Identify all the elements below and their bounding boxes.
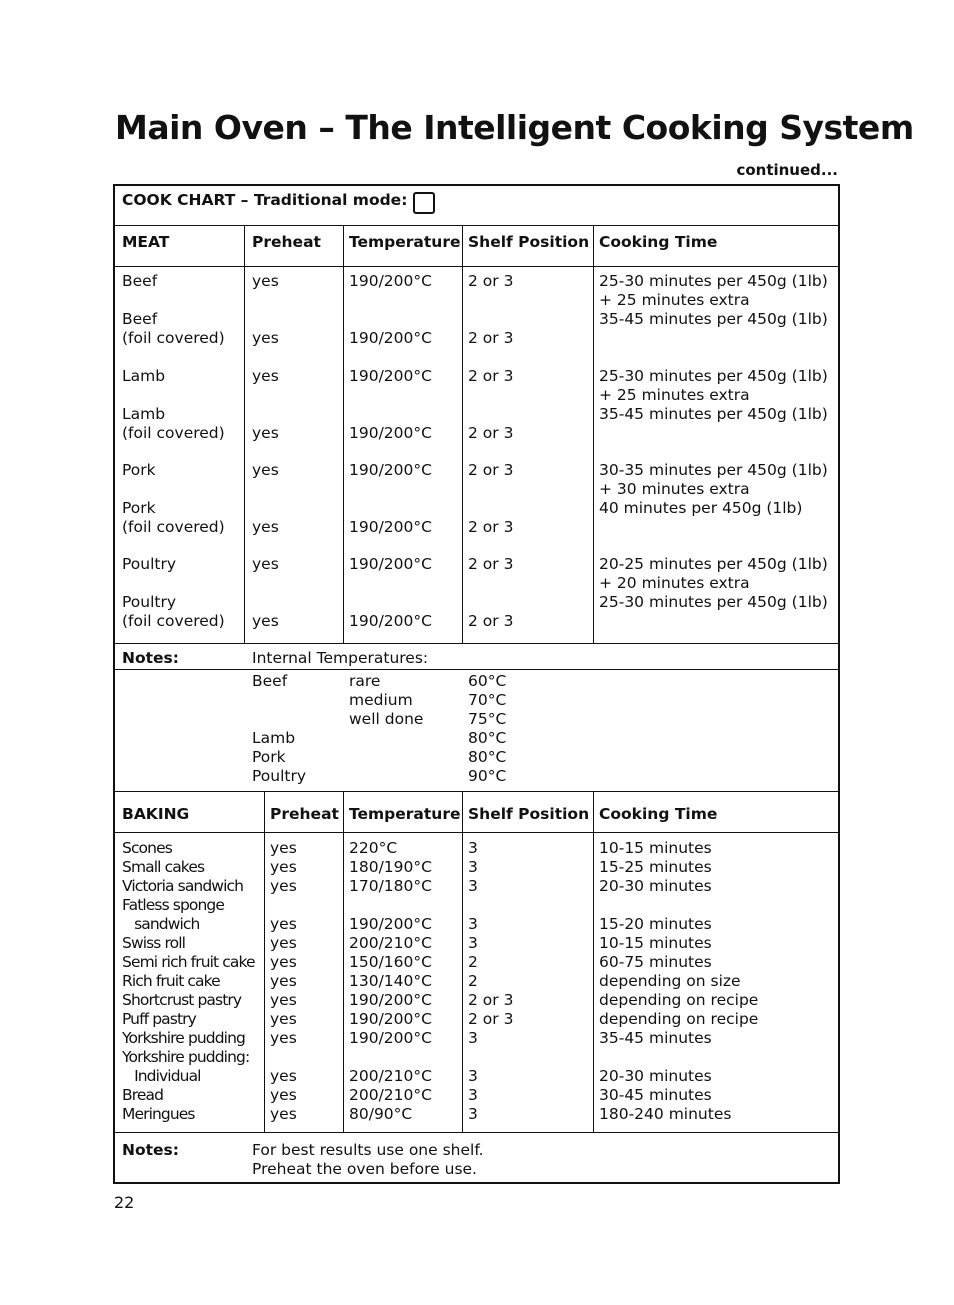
baking-header-preheat: Preheat xyxy=(270,805,339,823)
meat-cell-food: Poultry xyxy=(122,555,177,573)
cell-line: Fatless sponge xyxy=(122,896,224,914)
divider xyxy=(115,1132,838,1133)
meat-cell-temp: 190/200°C xyxy=(349,272,432,290)
cell-line: 35-45 minutes xyxy=(599,1029,712,1047)
square-oven-mode-icon xyxy=(413,192,435,214)
baking-notes-text xyxy=(252,1141,484,1179)
cell-line: 2 or 3 xyxy=(468,991,514,1009)
cell-line: 190/200°C xyxy=(349,915,432,933)
cell-line: yes xyxy=(270,1010,297,1028)
cell-line: yes xyxy=(270,915,297,933)
meat-cell-temp: 190/200°C xyxy=(349,329,432,347)
meat-cell-time: + 20 minutes extra xyxy=(599,574,750,592)
cell-line: 80°C xyxy=(468,729,507,747)
divider xyxy=(115,225,838,226)
cell-line: depending on size xyxy=(599,972,741,990)
meat-cell-food: Pork xyxy=(122,499,156,517)
meat-cell-preheat: yes xyxy=(252,329,279,347)
meat-cell-temp: 190/200°C xyxy=(349,367,432,385)
cell-line: yes xyxy=(270,1105,297,1123)
internal-temp-values xyxy=(468,672,506,786)
cell-line: Rich fruit cake xyxy=(122,972,220,990)
column-divider xyxy=(593,225,594,643)
cell-line: 15-25 minutes xyxy=(599,858,712,876)
cell-line xyxy=(252,691,306,710)
divider xyxy=(115,643,838,644)
column-divider xyxy=(244,225,245,643)
cell-line: 3 xyxy=(468,1029,478,1047)
meat-cell-time: 35-45 minutes per 450g (1lb) xyxy=(599,405,828,423)
cell-line: For best results use one shelf. xyxy=(252,1141,484,1159)
cell-line xyxy=(270,896,297,915)
cell-line: 15-20 minutes xyxy=(599,915,712,933)
cell-line: yes xyxy=(270,972,297,990)
cell-line: Meringues xyxy=(122,1105,195,1123)
meat-cell-shelf: 2 or 3 xyxy=(468,518,514,536)
divider xyxy=(115,832,838,833)
cell-line: 130/140°C xyxy=(349,972,432,990)
meat-header-temperature: Temperature xyxy=(349,233,461,251)
cell-line xyxy=(468,896,513,915)
meat-cell-time: 40 minutes per 450g (1lb) xyxy=(599,499,803,517)
column-divider xyxy=(264,791,265,1132)
meat-cell-food: Pork xyxy=(122,461,156,479)
cell-line: 80/90°C xyxy=(349,1105,413,1123)
baking-header-food: BAKING xyxy=(122,805,190,823)
cell-line: 180-240 minutes xyxy=(599,1105,732,1123)
meat-cell-time: + 30 minutes extra xyxy=(599,480,750,498)
baking-temperature-column xyxy=(349,839,432,1124)
column-divider xyxy=(593,791,594,1132)
meat-cell-shelf: 2 or 3 xyxy=(468,612,514,630)
cell-line: 10-15 minutes xyxy=(599,934,712,952)
cell-line: 200/210°C xyxy=(349,934,432,952)
meat-cell-time: 35-45 minutes per 450g (1lb) xyxy=(599,310,828,328)
baking-shelf-column xyxy=(468,839,513,1124)
cell-line: 3 xyxy=(468,1105,478,1123)
meat-cell-shelf: 2 or 3 xyxy=(468,329,514,347)
cell-line: Victoria sandwich xyxy=(122,877,244,895)
cell-line: Beef xyxy=(252,672,288,690)
meat-notes-text: Internal Temperatures: xyxy=(252,649,429,667)
cell-line: Lamb xyxy=(252,729,296,747)
cell-line: 80°C xyxy=(468,748,507,766)
cell-line: 75°C xyxy=(468,710,507,728)
meat-cell-shelf: 2 or 3 xyxy=(468,555,514,573)
meat-cell-time: 25-30 minutes per 450g (1lb) xyxy=(599,272,828,290)
meat-notes-label: Notes: xyxy=(122,649,179,667)
cell-line: 70°C xyxy=(468,691,507,709)
meat-cell-preheat: yes xyxy=(252,461,279,479)
cell-line: medium xyxy=(349,691,413,709)
internal-temp-meats xyxy=(252,672,306,786)
cell-line: yes xyxy=(270,1067,297,1085)
cell-line: 3 xyxy=(468,1086,478,1104)
cell-line: Yorkshire pudding: xyxy=(122,1048,250,1066)
meat-cell-food: Beef xyxy=(122,272,158,290)
cell-line xyxy=(349,1048,432,1067)
baking-header-time: Cooking Time xyxy=(599,805,718,823)
meat-cell-preheat: yes xyxy=(252,612,279,630)
cell-line xyxy=(349,729,423,748)
meat-cell-food: Lamb xyxy=(122,405,166,423)
cell-line: Individual xyxy=(122,1067,201,1085)
cell-line: yes xyxy=(270,839,297,857)
cell-line: Preheat the oven before use. xyxy=(252,1160,477,1178)
cell-line: 150/160°C xyxy=(349,953,432,971)
meat-header-shelf: Shelf Position xyxy=(468,233,590,251)
divider xyxy=(115,669,838,670)
cell-line: 3 xyxy=(468,1067,478,1085)
meat-cell-temp: 190/200°C xyxy=(349,461,432,479)
cell-line: 180/190°C xyxy=(349,858,432,876)
meat-cell-food: (foil covered) xyxy=(122,424,225,442)
cell-line: Shortcrust pastry xyxy=(122,991,242,1009)
column-divider xyxy=(462,225,463,643)
meat-cell-shelf: 2 or 3 xyxy=(468,461,514,479)
cell-line xyxy=(349,767,423,786)
cell-line: 3 xyxy=(468,915,478,933)
cell-line: 170/180°C xyxy=(349,877,432,895)
cell-line: Bread xyxy=(122,1086,164,1104)
cell-line xyxy=(599,896,758,915)
cell-line: 200/210°C xyxy=(349,1086,432,1104)
cell-line: yes xyxy=(270,991,297,1009)
cook-chart-table xyxy=(113,184,840,1184)
cell-line: 20-30 minutes xyxy=(599,877,712,895)
cell-line: 220°C xyxy=(349,839,398,857)
column-divider xyxy=(462,791,463,1132)
meat-cell-preheat: yes xyxy=(252,367,279,385)
cell-line: 3 xyxy=(468,934,478,952)
cell-line: yes xyxy=(270,877,297,895)
cell-line: yes xyxy=(270,858,297,876)
meat-cell-preheat: yes xyxy=(252,424,279,442)
cell-line: Pork xyxy=(252,748,286,766)
cell-line: yes xyxy=(270,953,297,971)
cell-line: 3 xyxy=(468,858,478,876)
baking-food-column xyxy=(122,839,255,1124)
meat-header-time: Cooking Time xyxy=(599,233,718,251)
meat-header-food: MEAT xyxy=(122,233,170,251)
meat-cell-preheat: yes xyxy=(252,518,279,536)
cell-line: yes xyxy=(270,1086,297,1104)
meat-cell-preheat: yes xyxy=(252,272,279,290)
meat-cell-time: 30-35 minutes per 450g (1lb) xyxy=(599,461,828,479)
cell-line: 190/200°C xyxy=(349,1029,432,1047)
cell-line xyxy=(270,1048,297,1067)
cell-line: Small cakes xyxy=(122,858,205,876)
divider xyxy=(115,266,838,267)
internal-temp-doneness xyxy=(349,672,423,786)
cell-line: Swiss roll xyxy=(122,934,186,952)
cell-line: 190/200°C xyxy=(349,991,432,1009)
cell-line xyxy=(252,710,306,729)
meat-cell-time: + 25 minutes extra xyxy=(599,291,750,309)
cell-line: Yorkshire pudding xyxy=(122,1029,245,1047)
cell-line: 30-45 minutes xyxy=(599,1086,712,1104)
cook-chart-heading: COOK CHART – Traditional mode: xyxy=(122,191,408,209)
cell-line: sandwich xyxy=(122,915,200,933)
cell-line: depending on recipe xyxy=(599,1010,759,1028)
cell-line: Poultry xyxy=(252,767,307,785)
cell-line: 10-15 minutes xyxy=(599,839,712,857)
meat-cell-temp: 190/200°C xyxy=(349,555,432,573)
meat-header-preheat: Preheat xyxy=(252,233,321,251)
page-number: 22 xyxy=(114,1193,135,1212)
cell-line: 200/210°C xyxy=(349,1067,432,1085)
divider xyxy=(115,791,838,792)
cell-line: 190/200°C xyxy=(349,1010,432,1028)
meat-cell-shelf: 2 or 3 xyxy=(468,424,514,442)
baking-notes-label: Notes: xyxy=(122,1141,179,1159)
cell-line: depending on recipe xyxy=(599,991,759,1009)
continued-label: continued... xyxy=(736,161,838,179)
meat-cell-temp: 190/200°C xyxy=(349,518,432,536)
meat-cell-food: (foil covered) xyxy=(122,329,225,347)
cell-line: yes xyxy=(270,934,297,952)
cell-line: 2 xyxy=(468,953,478,971)
cell-line: 3 xyxy=(468,839,478,857)
baking-time-column xyxy=(599,839,758,1124)
cell-line xyxy=(349,896,432,915)
cell-line: 60-75 minutes xyxy=(599,953,712,971)
baking-preheat-column xyxy=(270,839,297,1124)
baking-header-shelf: Shelf Position xyxy=(468,805,590,823)
meat-cell-food: (foil covered) xyxy=(122,612,225,630)
cell-line xyxy=(599,1048,758,1067)
meat-cell-time: 25-30 minutes per 450g (1lb) xyxy=(599,367,828,385)
cell-line xyxy=(468,1048,513,1067)
cell-line: 90°C xyxy=(468,767,507,785)
meat-cell-food: Beef xyxy=(122,310,158,328)
cell-line: 2 or 3 xyxy=(468,1010,514,1028)
meat-cell-food: Poultry xyxy=(122,593,177,611)
cell-line: 20-30 minutes xyxy=(599,1067,712,1085)
page-title: Main Oven – The Intelligent Cooking System xyxy=(115,108,914,147)
cell-line: Scones xyxy=(122,839,172,857)
meat-cell-preheat: yes xyxy=(252,555,279,573)
column-divider xyxy=(343,225,344,643)
cell-line: rare xyxy=(349,672,381,690)
cell-line: 60°C xyxy=(468,672,507,690)
cell-line: Puff pastry xyxy=(122,1010,196,1028)
cell-line: 3 xyxy=(468,877,478,895)
baking-header-temperature: Temperature xyxy=(349,805,461,823)
meat-cell-food: Lamb xyxy=(122,367,166,385)
meat-cell-temp: 190/200°C xyxy=(349,424,432,442)
meat-cell-shelf: 2 or 3 xyxy=(468,367,514,385)
column-divider xyxy=(343,791,344,1132)
cell-line: yes xyxy=(270,1029,297,1047)
meat-cell-temp: 190/200°C xyxy=(349,612,432,630)
cell-line xyxy=(349,748,423,767)
meat-cell-food: (foil covered) xyxy=(122,518,225,536)
meat-cell-time: + 25 minutes extra xyxy=(599,386,750,404)
meat-cell-shelf: 2 or 3 xyxy=(468,272,514,290)
cell-line: Semi rich fruit cake xyxy=(122,953,255,971)
meat-cell-time: 25-30 minutes per 450g (1lb) xyxy=(599,593,828,611)
meat-cell-time: 20-25 minutes per 450g (1lb) xyxy=(599,555,828,573)
cell-line: 2 xyxy=(468,972,478,990)
cell-line: well done xyxy=(349,710,424,728)
